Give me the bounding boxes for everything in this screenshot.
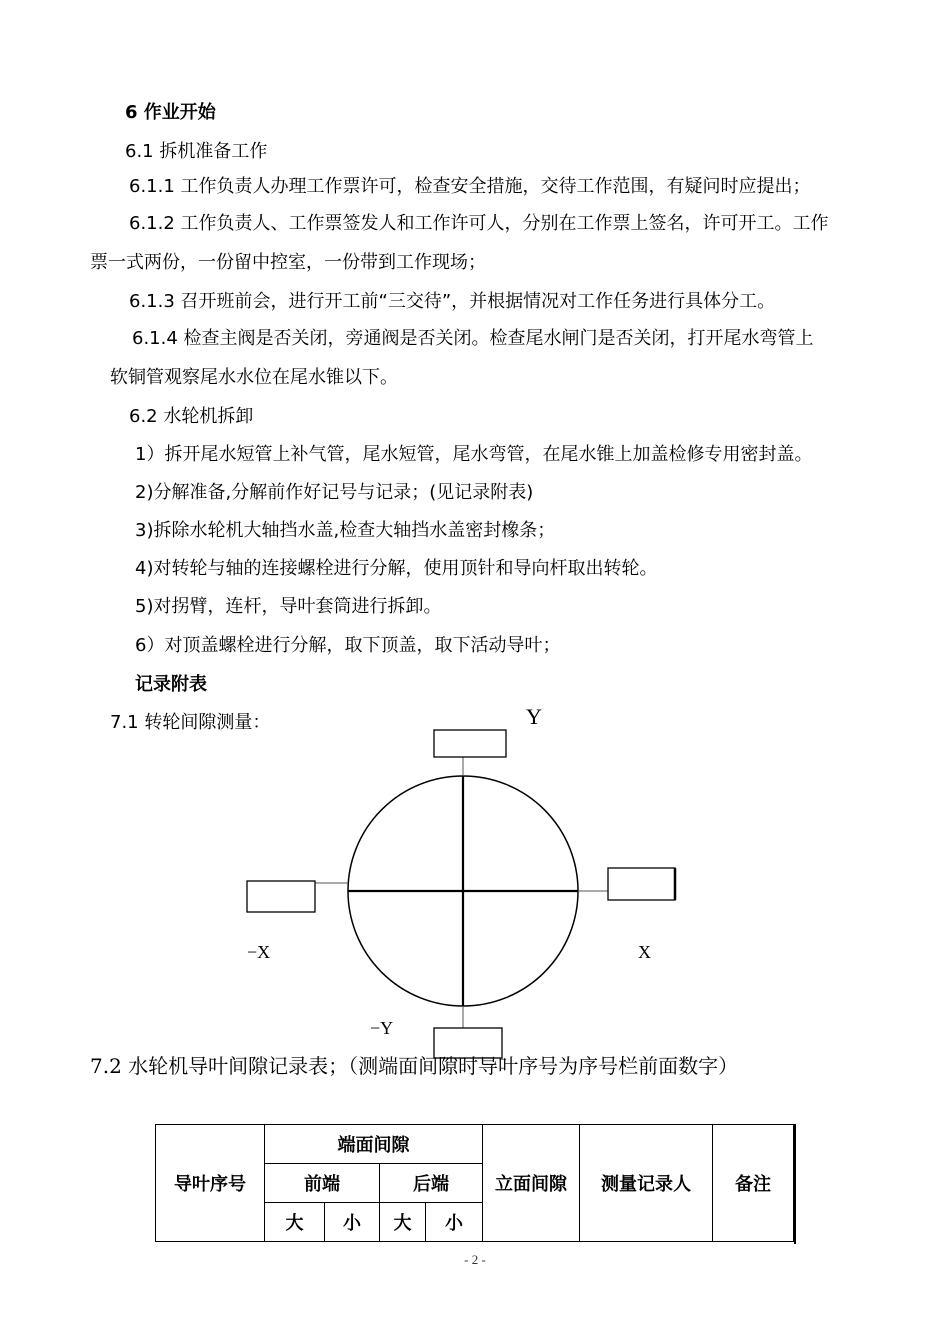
header-remarks: 备注 (713, 1125, 794, 1242)
step-6: 6）对顶盖螺栓进行分解，取下顶盖，取下活动导叶； (135, 635, 561, 656)
paragraph-6-1-1: 6.1.1 工作负责人办理工作票许可，检查安全措施，交待工作范围，有疑问时应提出； (129, 176, 811, 197)
label-y: Y (526, 704, 542, 729)
label-neg-y: −Y (370, 1018, 394, 1038)
paragraph-6-1-3: 6.1.3 召开班前会，进行开工前“三交待”，并根据情况对工作任务进行具体分工。 (129, 291, 776, 312)
paragraph-6-1-4-line2: 软铜管观察尾水水位在尾水锥以下。 (110, 367, 398, 388)
left-measure-box (247, 881, 315, 912)
section-6-2-heading: 6.2 水轮机拆卸 (129, 406, 254, 427)
step-2: 2)分解准备,分解前作好记号与记录；(见记录附表) (135, 482, 534, 503)
step-3: 3)拆除水轮机大轴挡水盖,检查大轴挡水盖密封橡条； (135, 520, 556, 541)
header-rear-large: 大 (380, 1203, 426, 1242)
header-guide-vane-no: 导叶序号 (156, 1125, 265, 1242)
section-6-1-heading: 6.1 拆机准备工作 (125, 141, 268, 162)
paragraph-6-1-4-line1: 6.1.4 检查主阀是否关闭，旁通阀是否关闭。检查尾水闸门是否关闭，打开尾水弯管上 (132, 328, 814, 349)
label-neg-x: −X (247, 942, 271, 962)
paragraph-6-1-2-line1: 6.1.2 工作负责人、工作票签发人和工作许可人，分别在工作票上签名，许可开工。工作 (129, 213, 829, 234)
header-front-small: 小 (325, 1203, 380, 1242)
appendix-title: 记录附表 (135, 674, 207, 695)
guide-vane-gap-table (155, 1124, 794, 1242)
header-rear: 后端 (380, 1164, 483, 1203)
header-end-gap: 端面间隙 (265, 1125, 483, 1164)
top-measure-box (434, 730, 506, 757)
right-measure-box (608, 868, 675, 900)
section-7-1-heading: 7.1 转轮间隙测量： (110, 712, 271, 733)
header-recorder: 测量记录人 (580, 1125, 713, 1242)
step-5: 5)对拐臂，连杆，导叶套筒进行拆卸。 (135, 596, 442, 617)
label-x: X (638, 942, 651, 962)
page-number: - 2 - (464, 1252, 486, 1267)
header-front: 前端 (265, 1164, 380, 1203)
section-6-title: 6 作业开始 (125, 102, 216, 123)
section-7-2-heading: 7.2 水轮机导叶间隙记录表；（测端面间隙时导叶序号为序号栏前面数字） (90, 1054, 739, 1078)
step-4: 4)对转轮与轴的连接螺栓进行分解，使用顶针和导向杆取出转轮。 (135, 558, 658, 579)
paragraph-6-1-2-line2: 票一式两份，一份留中控室，一份带到工作现场； (90, 252, 486, 273)
header-rear-small: 小 (426, 1203, 483, 1242)
header-front-large: 大 (265, 1203, 325, 1242)
step-1: 1）拆开尾水短管上补气管，尾水短管，尾水弯管，在尾水锥上加盖检修专用密封盖。 (135, 444, 813, 465)
table-right-border (794, 1124, 796, 1244)
header-vertical-gap: 立面间隙 (483, 1125, 580, 1242)
runner-gap-diagram (0, 700, 950, 1070)
